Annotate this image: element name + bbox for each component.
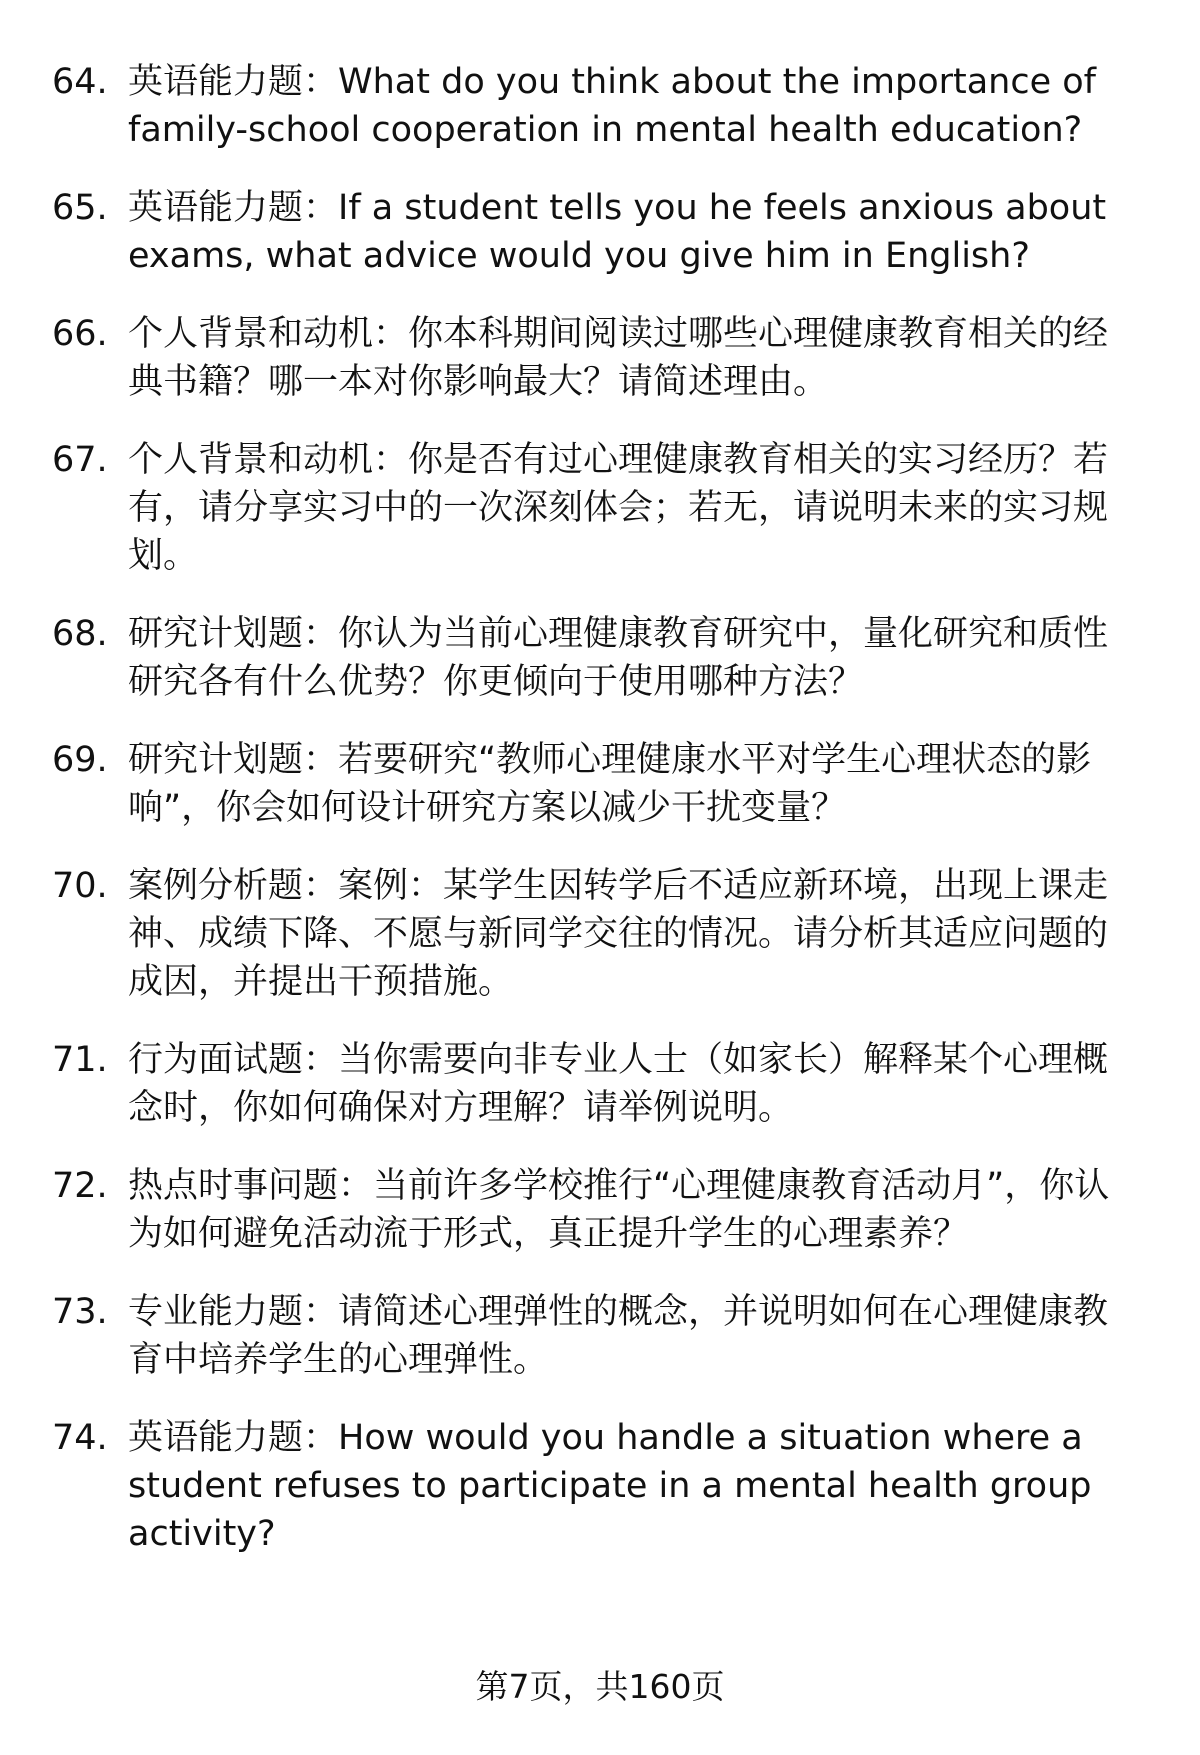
question-item xyxy=(0,1036,1200,1132)
question-body xyxy=(128,184,1140,280)
question-item xyxy=(0,184,1200,280)
question-text: 若要研究“教师心理健康水平对学生心理状态的影响”，你会如何设计研究方案以减少干扰变量？ xyxy=(128,740,1092,828)
question-body xyxy=(128,1162,1140,1258)
question-number: 64. xyxy=(52,62,108,102)
question-item xyxy=(0,310,1200,406)
question-number: 65. xyxy=(52,188,108,228)
question-number: 70. xyxy=(52,866,108,906)
question-item xyxy=(0,1414,1200,1558)
question-text: If a student tells you he feels anxious about exams, what advice would you give him in English? xyxy=(128,188,1107,276)
question-number: 71. xyxy=(52,1040,108,1080)
question-category: 个人背景和动机： xyxy=(128,440,409,480)
question-body xyxy=(128,1288,1140,1384)
question-category: 英语能力题： xyxy=(128,188,339,228)
question-number: 68. xyxy=(52,614,108,654)
question-category: 英语能力题： xyxy=(128,62,339,102)
question-item xyxy=(0,58,1200,154)
question-text: 请简述心理弹性的概念，并说明如何在心理健康教育中培养学生的心理弹性。 xyxy=(128,1292,1109,1380)
question-text: 案例：某学生因转学后不适应新环境，出现上课走神、成绩下降、不愿与新同学交往的情况。请分析其适应问题的成因，并提出干预措施。 xyxy=(128,866,1109,1002)
question-body xyxy=(128,58,1140,154)
question-category: 专业能力题： xyxy=(128,1292,339,1332)
question-category: 研究计划题： xyxy=(128,740,339,780)
question-body xyxy=(128,862,1140,1006)
question-text: 你是否有过心理健康教育相关的实习经历？若有，请分享实习中的一次深刻体会；若无，请说明未来的实习规划。 xyxy=(128,440,1109,576)
question-category: 英语能力题： xyxy=(128,1418,339,1458)
question-category: 热点时事问题： xyxy=(128,1166,374,1206)
question-body xyxy=(128,436,1140,580)
question-number: 66. xyxy=(52,314,108,354)
question-body xyxy=(128,1414,1140,1558)
question-item xyxy=(0,436,1200,580)
question-text: 当前许多学校推行“心理健康教育活动月”，你认为如何避免活动流于形式，真正提升学生的心理素养？ xyxy=(128,1166,1110,1254)
question-item xyxy=(0,862,1200,1006)
question-text: 当你需要向非专业人士（如家长）解释某个心理概念时，你如何确保对方理解？请举例说明。 xyxy=(128,1040,1109,1128)
question-list xyxy=(0,58,1200,1588)
question-body xyxy=(128,1036,1140,1132)
question-body xyxy=(128,736,1140,832)
question-category: 行为面试题： xyxy=(128,1040,339,1080)
question-item xyxy=(0,1288,1200,1384)
question-category: 个人背景和动机： xyxy=(128,314,409,354)
question-text: 你本科期间阅读过哪些心理健康教育相关的经典书籍？哪一本对你影响最大？请简述理由。 xyxy=(128,314,1109,402)
question-item xyxy=(0,736,1200,832)
question-body xyxy=(128,610,1140,706)
question-text: How would you handle a situation where a student refuses to participate in a mental health group activity? xyxy=(128,1418,1092,1554)
question-text: 你认为当前心理健康教育研究中，量化研究和质性研究各有什么优势？你更倾向于使用哪种方法？ xyxy=(128,614,1109,702)
question-body xyxy=(128,310,1140,406)
question-text: What do you think about the importance of family-school cooperation in mental health education? xyxy=(128,62,1097,150)
page-footer: 第7页，共160页 xyxy=(475,1667,725,1706)
question-number: 72. xyxy=(52,1166,108,1206)
question-number: 69. xyxy=(52,740,108,780)
question-item xyxy=(0,610,1200,706)
question-number: 67. xyxy=(52,440,108,480)
question-category: 研究计划题： xyxy=(128,614,339,654)
question-item xyxy=(0,1162,1200,1258)
question-number: 73. xyxy=(52,1292,108,1332)
question-number: 74. xyxy=(52,1418,108,1458)
question-category: 案例分析题： xyxy=(128,866,339,906)
